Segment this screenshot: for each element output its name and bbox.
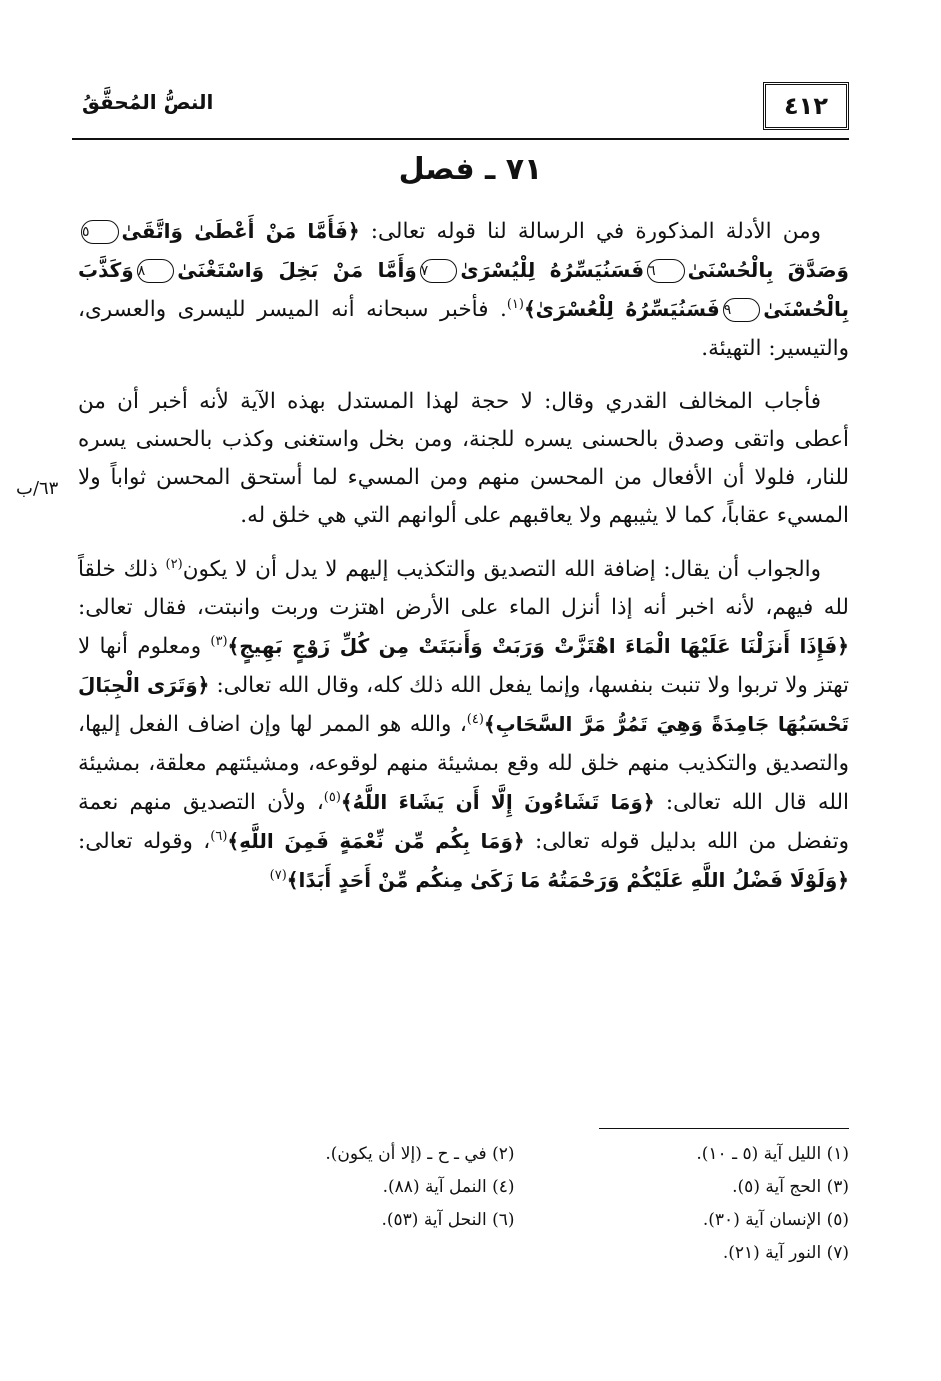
footnote-ref: (٧) — [269, 868, 287, 884]
ayah-number-marker: ٥ — [81, 220, 119, 244]
footnote-divider — [599, 1128, 849, 1129]
text-run: . فأخبر سبحانه أنه الميسر لليسرى والعسرى، والتيسير: التهيئة. — [78, 297, 849, 361]
body-text — [78, 212, 849, 915]
page-header — [72, 78, 849, 140]
quran-verse: وَأَمَّا مَنْ بَخِلَ وَاسْتَغْنَىٰ — [177, 258, 417, 283]
footnote: (٢) في ـ ح ـ (إلا أن يكون). — [325, 1144, 515, 1164]
footnote-ref: (١) — [506, 297, 524, 313]
quran-verse: ﴿وَلَوْلَا فَضْلُ اللَّهِ عَلَيْكُمْ وَرَحْمَتُهُ مَا زَكَىٰ مِنكُم مِّنْ أَحَدٍ أَبَدًا﴾ — [286, 868, 849, 893]
quran-verse: ﴿وَمَا بِكُم مِّن نِّعْمَةٍ فَمِنَ اللَّهِ﴾ — [227, 829, 525, 854]
quran-verse: وَكَذَّبَ بِالْحُسْنَىٰ — [78, 258, 849, 322]
footnote: (٥) الإنسان آية (٣٠). — [702, 1210, 849, 1230]
text-run: ذلك خلقاً لله فيهم، لأنه اخبر أنه إذا أنزل الماء على الأرض اهتزت وربت وانبتت، فقال تعالى: — [78, 556, 849, 620]
quran-verse: ﴿فَأَمَّا مَنْ أَعْطَىٰ وَاتَّقَىٰ — [121, 219, 360, 243]
footnote-ref: (٤) — [466, 712, 484, 728]
quran-verse: فَسَنُيَسِّرُهُ لِلْعُسْرَىٰ﴾ — [523, 297, 720, 322]
footnote: (١) الليل آية (٥ ـ ١٠). — [696, 1144, 849, 1164]
footnotes — [200, 1138, 849, 1270]
quran-verse: وَصَدَّقَ بِالْحُسْنَىٰ — [687, 258, 849, 283]
text-run: ، وقوله تعالى: — [78, 829, 211, 855]
footnote: (٤) النمل آية (٨٨). — [382, 1177, 515, 1197]
footnote-ref: (٣) — [210, 633, 228, 649]
section-title: ٧١ ـ فصل — [398, 152, 543, 187]
manuscript-folio-note: ٦٣/ب — [16, 478, 59, 499]
text-run: ، ولأن التصديق منهم نعمة وتفضل من الله بدليل قوله تعالى: — [78, 789, 849, 855]
paragraph-3 — [78, 551, 849, 901]
paragraph-2: فأجاب المخالف القدري وقال: لا حجة لهذا المستدل بهذه الآية لأنه أخبر أن من أعطى واتقى وصدق بالحسنى يسره للجنة، ومن بخل واستغنى وكذب بالحسنى يسره للنار، فلولا أن الأفعال من المحسن منهم ومن المسيء لما أستحق المحسن ثواباً ولا المسيء عقاباً، كما لا يثيبهم ولا يعاقبهم على ألوانهم التي هي خلق له. — [78, 388, 849, 529]
quran-verse: فَسَنُيَسِّرُهُ لِلْيُسْرَىٰ — [460, 258, 645, 283]
ayah-number-marker: ٧ — [420, 259, 458, 283]
ayah-number-marker: ٨ — [137, 259, 175, 283]
quran-verse: ﴿وَتَرَى الْجِبَالَ تَحْسَبُهَا جَامِدَةً وَهِيَ تَمُرُّ مَرَّ السَّحَابِ﴾ — [78, 673, 849, 737]
quran-verse: ﴿وَمَا تَشَاءُونَ إِلَّا أَن يَشَاءَ اللَّهُ﴾ — [340, 789, 655, 814]
footnote: (٧) النور آية (٢١). — [722, 1243, 849, 1263]
paragraph-1 — [78, 212, 849, 368]
text-run: ومن الأدلة المذكورة في الرسالة لنا قوله تعالى: — [359, 219, 821, 244]
running-title: النصُّ المُحقَّقُ — [82, 90, 214, 114]
ayah-number-marker: ٩ — [723, 298, 761, 322]
footnote: (٦) النحل آية (٥٣). — [381, 1210, 515, 1230]
text-run: ومعلوم أنها لا تهتز ولا تربوا ولا تنبت بنفسها، وإنما يفعل الله ذلك كله، وقال الله تعالى: — [78, 634, 850, 699]
text-run: والجواب أن يقال: إضافة الله التصديق والتكذيب إليهم لا يدل أن لا يكون — [182, 556, 822, 582]
quran-verse: ﴿فَإِذَا أَنزَلْنَا عَلَيْهَا الْمَاءَ اهْتَزَّتْ وَرَبَتْ وَأَنبَتَتْ مِن كُلِّ زَوْجٍ بَهِيجٍ﴾ — [227, 634, 849, 659]
footnote-ref: (٢) — [165, 556, 183, 572]
footnote: (٣) الحج آية (٥). — [732, 1177, 849, 1197]
page-number: ٤١٢ — [763, 82, 849, 130]
footnote-ref: (٦) — [210, 828, 228, 844]
footnote-ref: (٥) — [323, 789, 341, 805]
ayah-number-marker: ٦ — [647, 259, 685, 283]
text-run: ، والله هو الممر لها وإن اضاف الفعل إليها، والتصديق والتكذيب منهم خلق لله وقع بمشيئة منهم لوقوعه، ومشيئتهم معلقة، بمشيئة الله قال الله تعالى: — [78, 712, 849, 815]
